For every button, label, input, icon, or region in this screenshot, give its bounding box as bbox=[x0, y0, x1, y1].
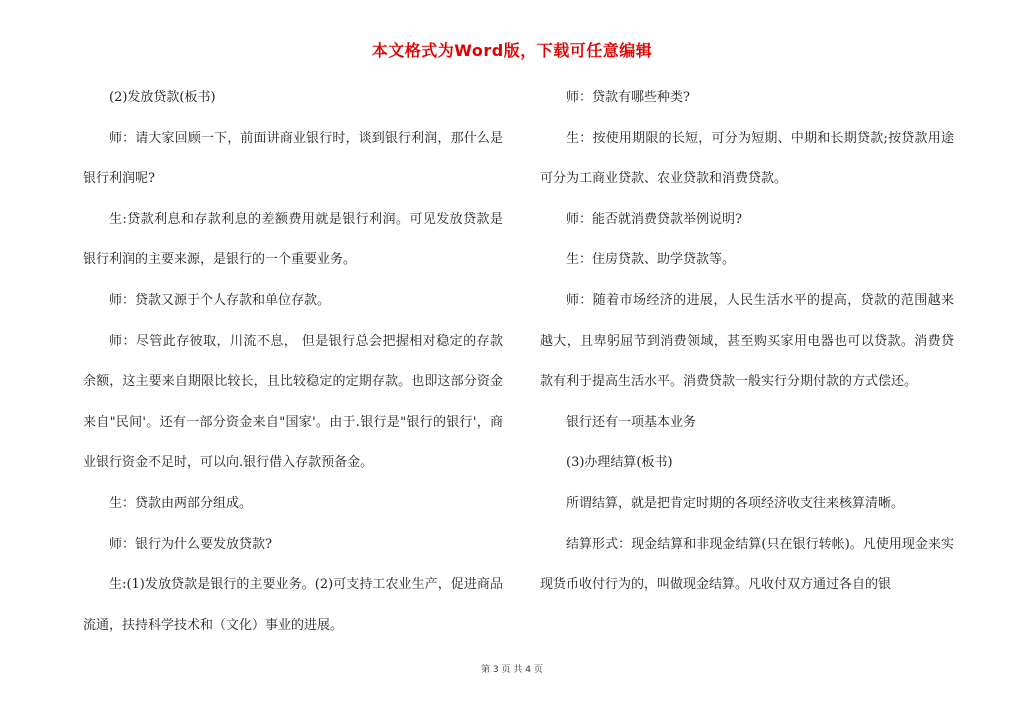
paragraph: 师：贷款有哪些种类? bbox=[566, 90, 690, 105]
paragraph: 生:(1)发放贷款是银行的主要业务。(2)可支持工农业生产，促进商品流通，扶持科学技术和（文化）事业的进展。 bbox=[83, 577, 503, 633]
paragraph: 银行还有一项基本业务 bbox=[566, 414, 697, 430]
paragraph: 师：贷款又源于个人存款和单位存款。 bbox=[109, 292, 331, 308]
paragraph: 师：随着市场经济的进展，人民生活水平的提高，贷款的范围越来越大，且卑躬屈节到消费领域，甚至购买家用电器也可以贷款。消费贷款有利于提高生活水平。消费贷款一般实行分期付款的方式偿还。 bbox=[540, 292, 954, 390]
paragraph: 生：按使用期限的长短，可分为短期、中期和长期贷款;按贷款用途可分为工商业贷款、农业贷款和消费贷款。 bbox=[540, 130, 954, 187]
right-text-column bbox=[540, 78, 954, 606]
paragraph: 生：住房贷款、助学贷款等。 bbox=[566, 252, 736, 268]
paragraph: 师：尽管此存彼取，川流不息， 但是银行总会把握相对稳定的存款余额，这主要来自期限比较长，且比较稳定的定期存款。也即这部分资金来自"民间'。还有一部分资金来自"国家'。由于.银行是"银行的银行'，商业银行资金不足时，可以向.银行借入存款预备金。 bbox=[83, 333, 503, 471]
paragraph: 生:贷款利息和存款利息的差额费用就是银行利润。可见发放贷款是银行利润的主要来源，是银行的一个重要业务。 bbox=[83, 211, 503, 268]
paragraph: (2)发放贷款(板书) bbox=[109, 90, 216, 105]
page-number: 第 3 页 共 4 页 bbox=[481, 665, 543, 675]
paragraph: 生：贷款由两部分组成。 bbox=[109, 495, 253, 511]
paragraph: 所谓结算，就是把肯定时期的各项经济收支往来核算清晰。 bbox=[566, 495, 905, 511]
paragraph: 结算形式：现金结算和非现金结算(只在银行转帐)。凡使用现金来实现货币收付行为的，叫做现金结算。凡收付双方通过各自的银 bbox=[540, 536, 954, 593]
paragraph: (3)办理结算(板书) bbox=[566, 455, 673, 471]
paragraph: 师：银行为什么要发放贷款? bbox=[109, 536, 272, 552]
paragraph: 师：请大家回顾一下，前面讲商业银行时，谈到银行利润，那什么是银行利润呢? bbox=[83, 130, 503, 187]
document-header-title: 本文格式为Word版，下载可任意编辑 bbox=[371, 41, 653, 60]
paragraph: 师：能否就消费贷款举例说明? bbox=[566, 211, 742, 227]
left-text-column bbox=[83, 78, 503, 646]
